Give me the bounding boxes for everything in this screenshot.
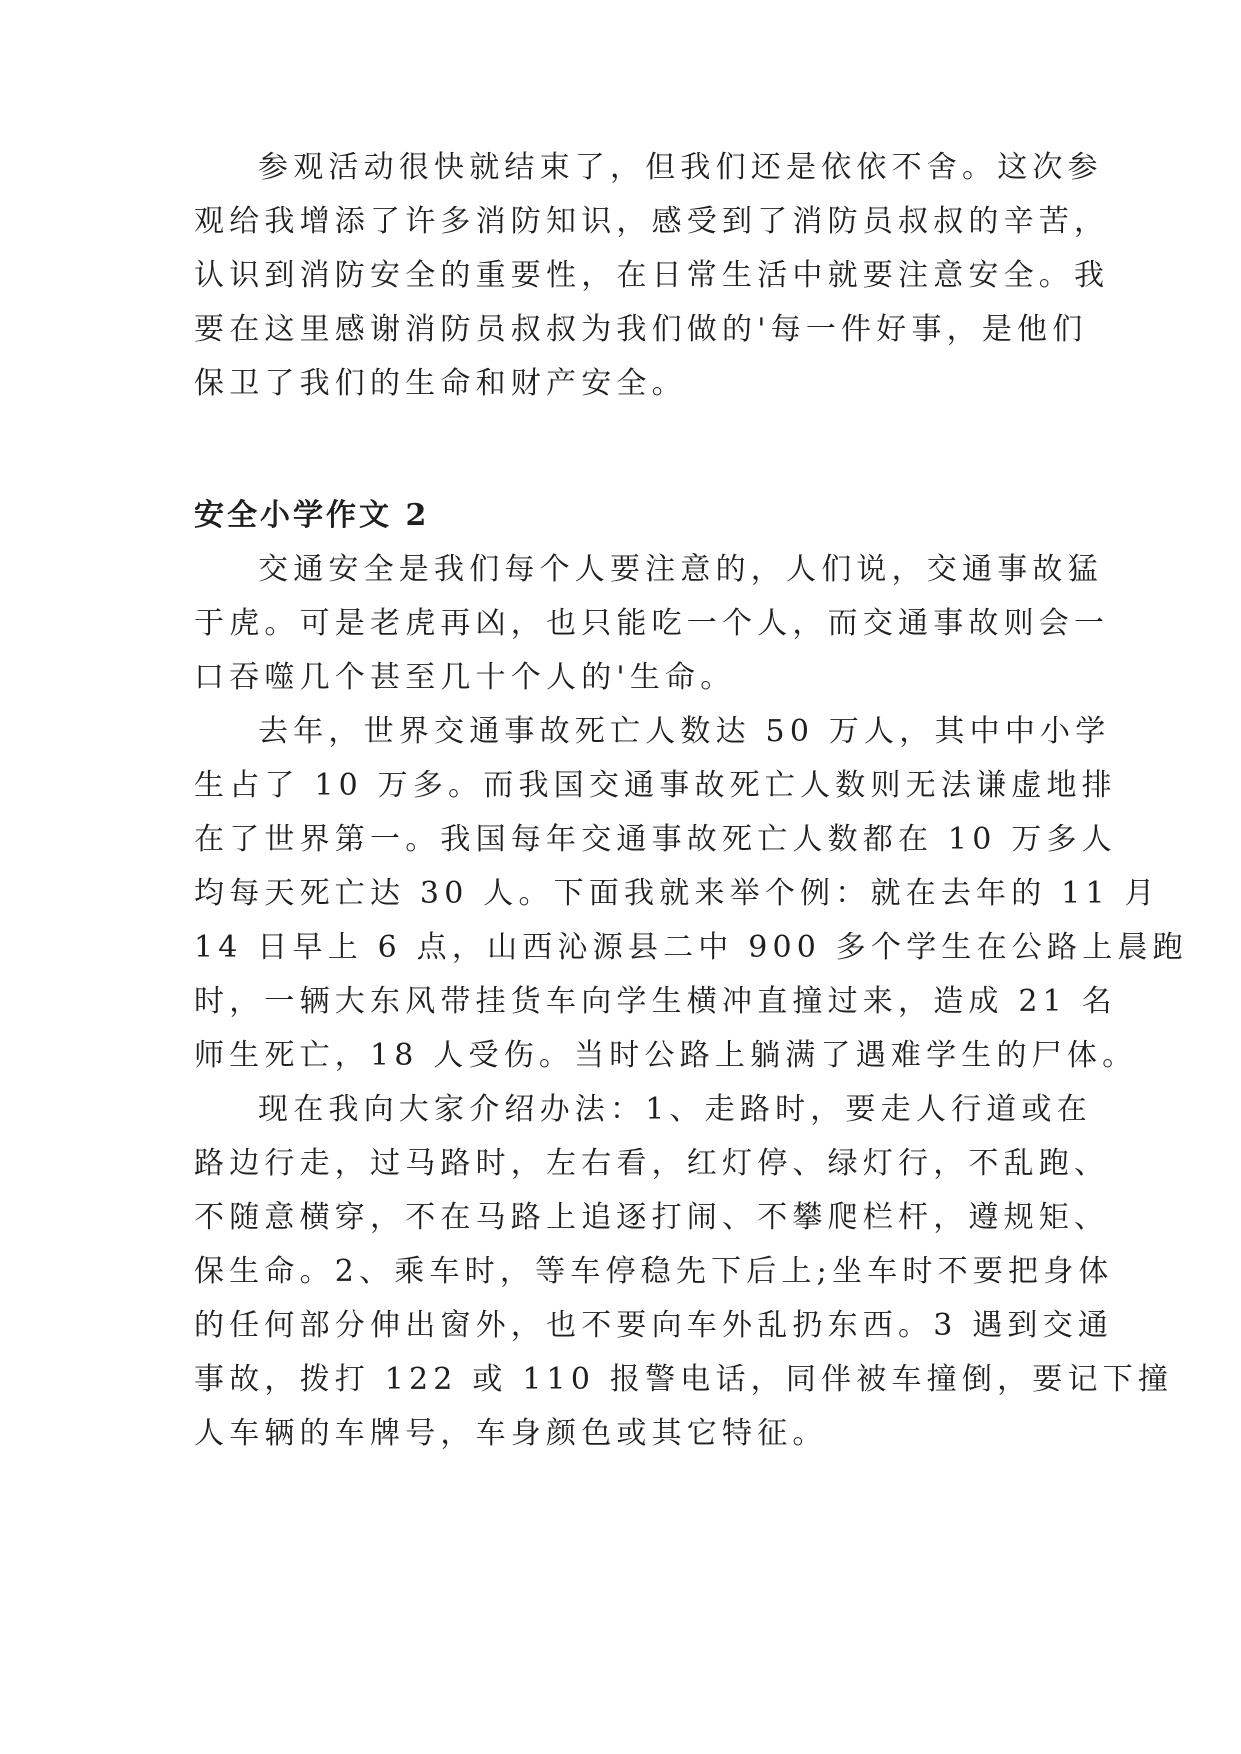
paragraph-line: 现在我向大家介绍办法：1、走路时，要走人行道或在 <box>258 1092 1092 1127</box>
paragraph-line: 保卫了我们的生命和财产安全。 <box>194 366 687 401</box>
paragraph-line: 时，一辆大东风带挂货车向学生横冲直撞过来，造成 21 名 <box>194 984 1117 1019</box>
paragraph-line: 不随意横穿，不在马路上追逐打闹、不攀爬栏杆，遵规矩、 <box>194 1200 1110 1235</box>
paragraph-line: 于虎。可是老虎再凶，也只能吃一个人，而交通事故则会一 <box>194 606 1110 641</box>
paragraph-line: 去年，世界交通事故死亡人数达 50 万人，其中中小学 <box>258 714 1111 749</box>
paragraph-line: 14 日早上 6 点，山西沁源县二中 900 多个学生在公路上晨跑 <box>194 930 1188 965</box>
paragraph-line: 认识到消防安全的重要性，在日常生活中就要注意安全。我 <box>194 258 1110 293</box>
section-title: 安全小学作文 2 <box>194 498 430 533</box>
paragraph-line: 路边行走，过马路时，左右看，红灯停、绿灯行，不乱跑、 <box>194 1146 1110 1181</box>
paragraph-line: 在了世界第一。我国每年交通事故死亡人数都在 10 万多人 <box>194 822 1117 857</box>
paragraph-line: 事故，拨打 122 或 110 报警电话，同伴被车撞倒，要记下撞 <box>194 1362 1174 1397</box>
paragraph-line: 要在这里感谢消防员叔叔为我们做的'每一件好事，是他们 <box>194 312 1088 347</box>
paragraph-line: 生占了 10 万多。而我国交通事故死亡人数则无法谦虚地排 <box>194 768 1117 803</box>
paragraph-line: 师生死亡，18 人受伤。当时公路上躺满了遇难学生的尸体。 <box>194 1038 1138 1073</box>
paragraph-line: 的任何部分伸出窗外，也不要向车外乱扔东西。3 遇到交通 <box>194 1308 1114 1343</box>
paragraph-line: 均每天死亡达 30 人。下面我就来举个例：就在去年的 11 月 <box>194 876 1160 911</box>
paragraph-line: 保生命。2、乘车时，等车停稳先下后上;坐车时不要把身体 <box>194 1254 1114 1289</box>
paragraph-line: 口吞噬几个甚至几十个人的'生命。 <box>194 660 736 695</box>
paragraph-line: 参观活动很快就结束了，但我们还是依依不舍。这次参 <box>258 150 1103 185</box>
paragraph-line: 人车辆的车牌号，车身颜色或其它特征。 <box>194 1416 828 1451</box>
paragraph-line: 交通安全是我们每个人要注意的，人们说，交通事故猛 <box>258 552 1103 587</box>
paragraph-line: 观给我增添了许多消防知识，感受到了消防员叔叔的辛苦， <box>194 204 1110 239</box>
